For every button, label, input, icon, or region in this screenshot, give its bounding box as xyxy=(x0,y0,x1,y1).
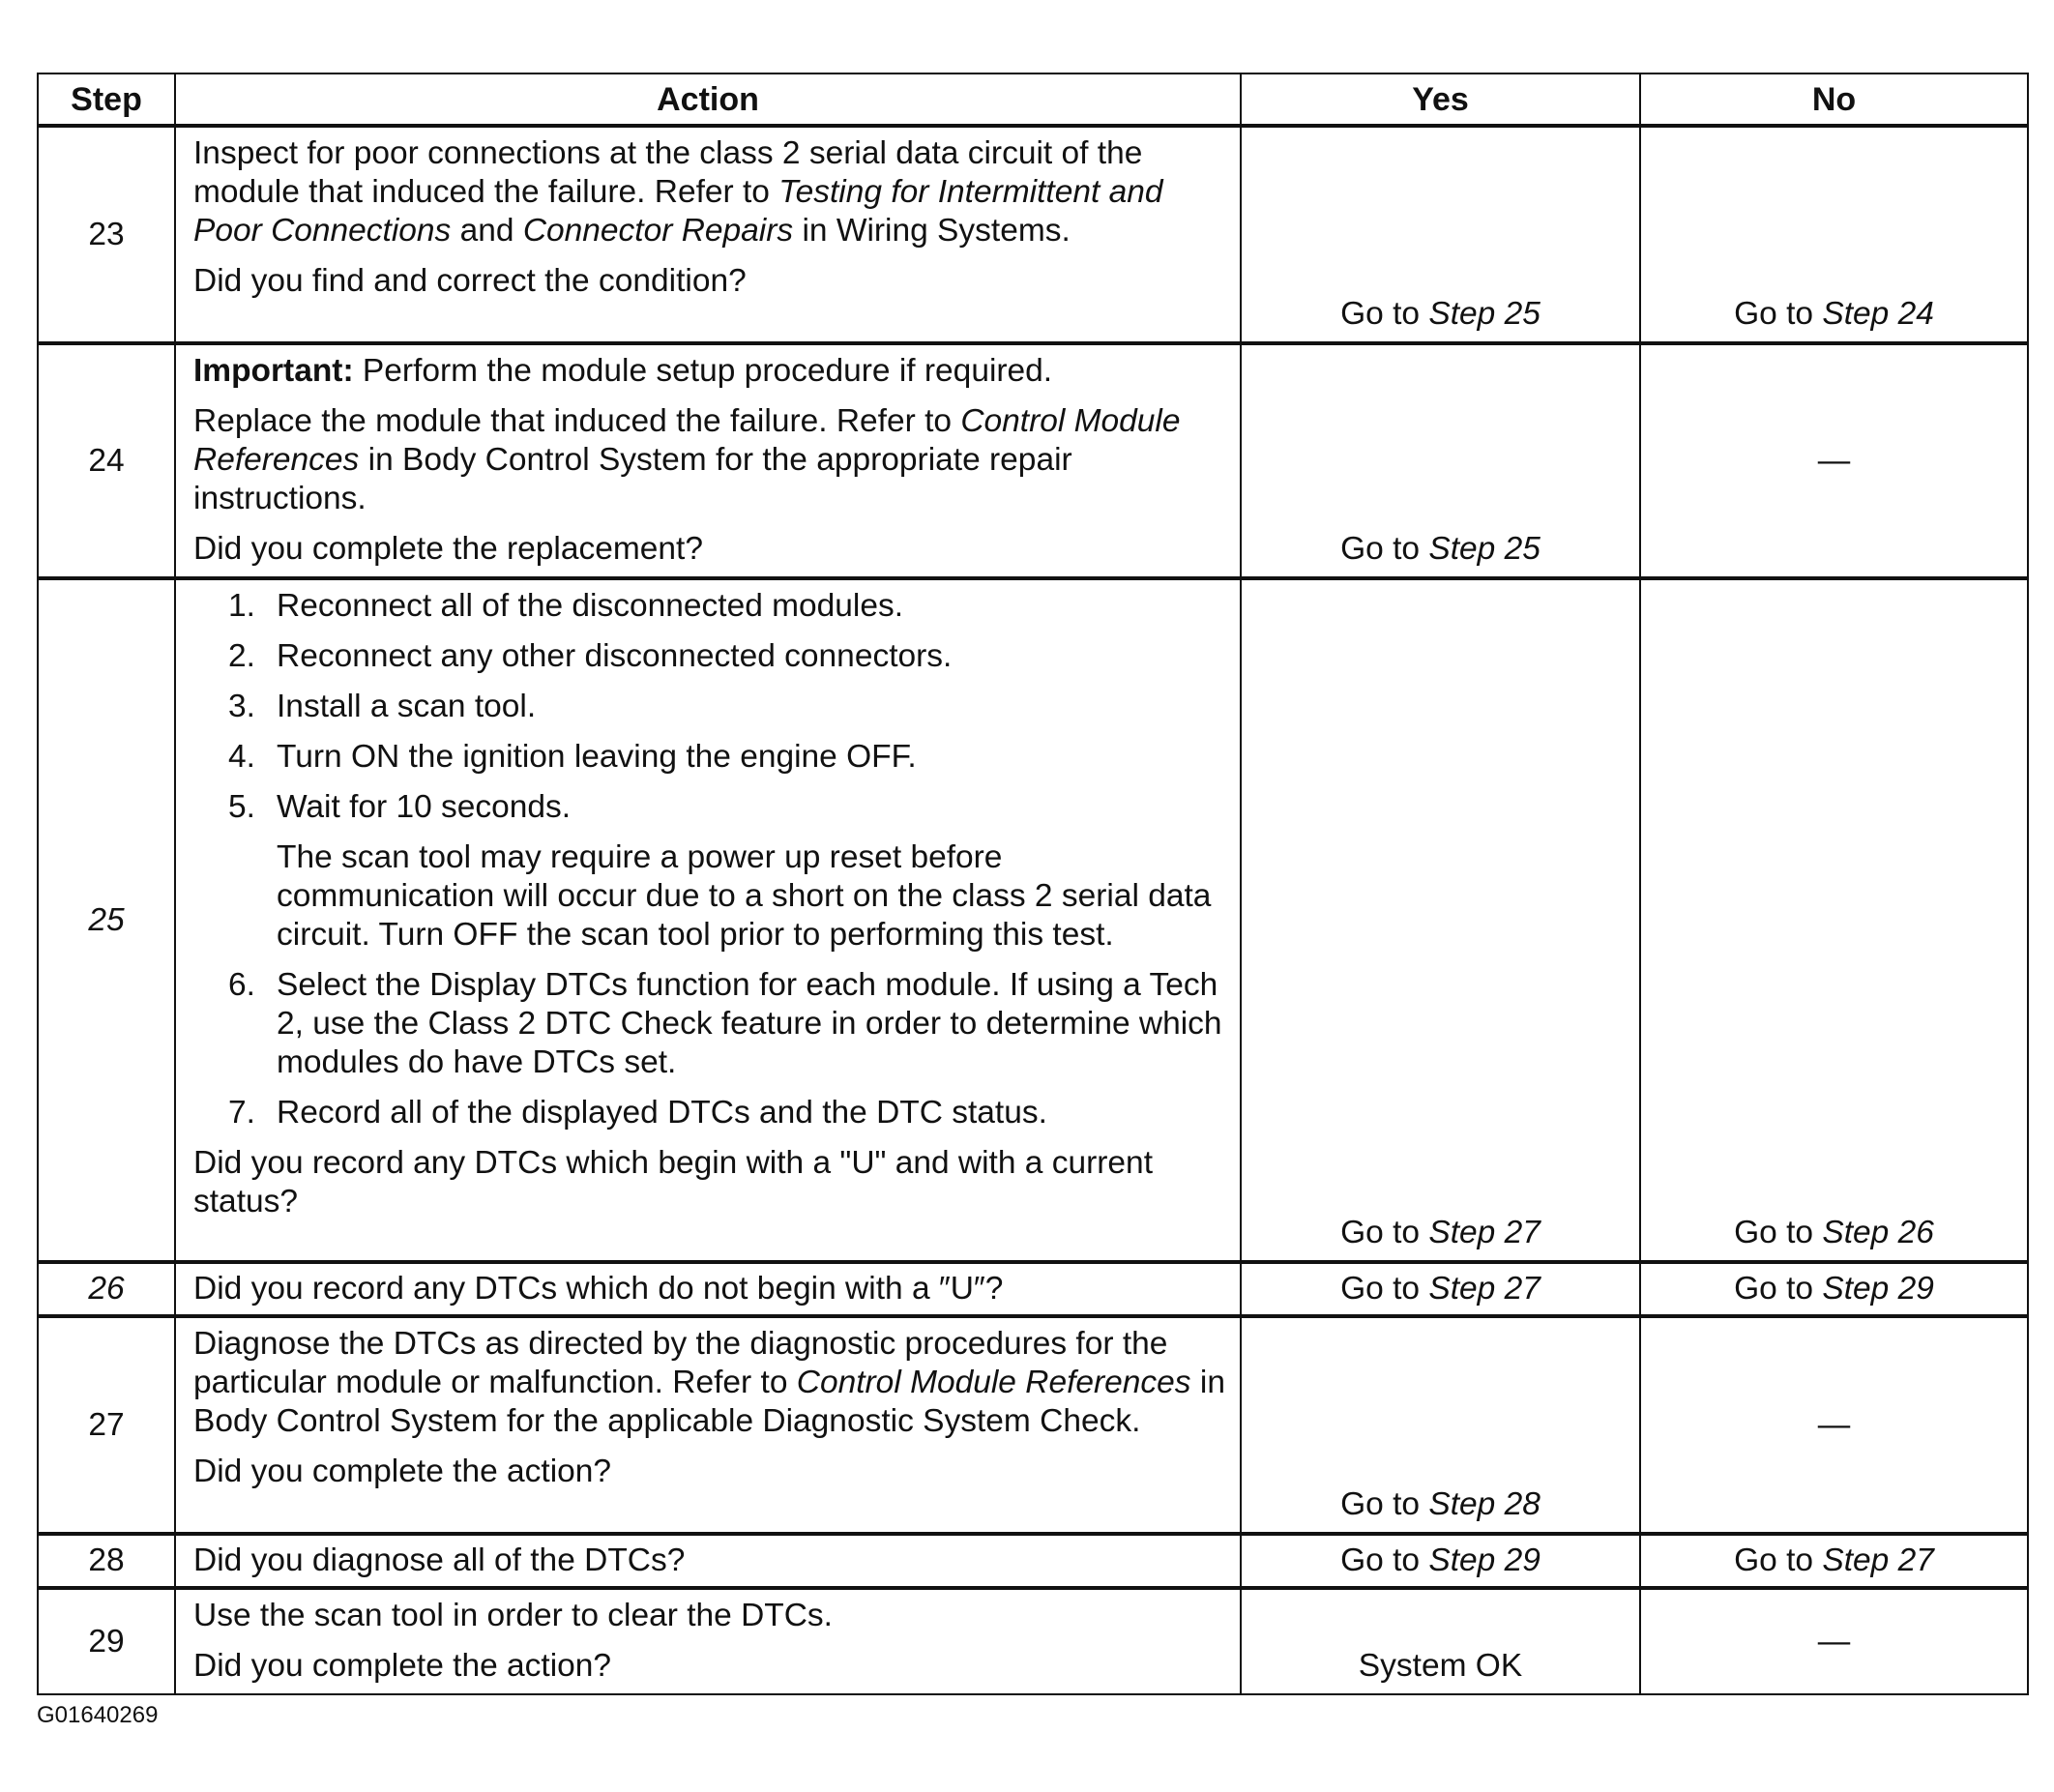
table-row xyxy=(38,1316,2028,1534)
action-cell xyxy=(175,1262,1241,1316)
action-cell xyxy=(175,1588,1241,1694)
action-question: Did you complete the replacement? xyxy=(193,531,703,567)
table-row xyxy=(38,578,2028,1262)
action-cell xyxy=(175,578,1241,1262)
yes-cell: Go to Step 29 xyxy=(1241,1534,1640,1588)
action-text: Use the scan tool in order to clear the DTCs. xyxy=(193,1598,833,1633)
procedure-note: The scan tool may require a power up reset before communication will occur due to a short on the class 2 serial data circuit. Turn OFF the scan tool prior to performing this test. xyxy=(277,839,1212,953)
step-number: 27 xyxy=(38,1316,175,1534)
action-cell xyxy=(175,126,1241,343)
table-row xyxy=(38,1588,2028,1694)
yes-cell: System OK xyxy=(1241,1588,1640,1694)
yes-cell: Go to Step 27 xyxy=(1241,1262,1640,1316)
header-yes: Yes xyxy=(1241,73,1640,126)
list-item: 2. Reconnect any other disconnected connectors. xyxy=(228,638,953,674)
table-row xyxy=(38,1534,2028,1588)
action-question: Did you record any DTCs which do not begin with a ″U″? xyxy=(193,1271,1004,1307)
action-cell xyxy=(175,343,1241,578)
yes-cell: Go to Step 25 xyxy=(1241,343,1640,578)
step-number: 25 xyxy=(38,578,175,1262)
list-item: 4. Turn ON the ignition leaving the engine OFF. xyxy=(228,739,917,775)
table-row xyxy=(38,126,2028,343)
action-question: Did you complete the action? xyxy=(193,1454,612,1489)
list-item: 5. Wait for 10 seconds. xyxy=(228,789,572,825)
list-item: 1. Reconnect all of the disconnected modules. xyxy=(228,588,904,624)
no-cell: Go to Step 29 xyxy=(1640,1262,2028,1316)
list-item: 7. Record all of the displayed DTCs and the DTC status. xyxy=(228,1095,1047,1131)
no-cell: Go to Step 27 xyxy=(1640,1534,2028,1588)
yes-cell: Go to Step 25 xyxy=(1241,126,1640,343)
header-no: No xyxy=(1640,73,2028,126)
reference-link-text: Connector Repairs xyxy=(522,213,794,249)
reference-link-text: Control Module References xyxy=(796,1365,1191,1400)
step-number: 29 xyxy=(38,1588,175,1694)
table-row xyxy=(38,343,2028,578)
table-row xyxy=(38,1262,2028,1316)
reference-link-text: Control Module References xyxy=(193,403,1181,478)
action-question: Did you find and correct the condition? xyxy=(193,263,747,299)
step-number: 28 xyxy=(38,1534,175,1588)
step-number: 26 xyxy=(38,1262,175,1316)
procedure-list xyxy=(193,966,1226,1132)
action-question: Did you complete the action? xyxy=(193,1648,612,1684)
action-text: Diagnose the DTCs as directed by the diagnostic procedures for the particular module or malfunction. Refer to Control Module References in Body Control System for the applicable Diagnostic System Check. xyxy=(193,1326,1225,1439)
list-item: 3. Install a scan tool. xyxy=(228,689,537,724)
step-number: 24 xyxy=(38,343,175,578)
procedure-list xyxy=(193,587,1226,827)
action-text: Inspect for poor connections at the class 2 serial data circuit of the module that induced the failure. Refer to Testing for Intermittent and Poor Connections and Connector Repairs in Wiring Systems. xyxy=(193,135,1163,249)
yes-cell: Go to Step 27 xyxy=(1241,578,1640,1262)
yes-cell: Go to Step 28 xyxy=(1241,1316,1640,1534)
action-question: Did you diagnose all of the DTCs? xyxy=(193,1542,686,1578)
reference-link-text: Testing for Intermittent and Poor Connections xyxy=(193,174,1163,249)
step-number: 23 xyxy=(38,126,175,343)
action-cell xyxy=(175,1316,1241,1534)
diagnostic-table xyxy=(37,73,2029,1695)
header-action: Action xyxy=(175,73,1241,126)
no-cell: — xyxy=(1640,1316,2028,1534)
important-note: Important: Perform the module setup procedure if required. xyxy=(193,353,1053,389)
no-cell: — xyxy=(1640,1588,2028,1694)
list-item: 6. Select the Display DTCs function for each module. If using a Tech 2, use the Class 2 DTC Check feature in order to determine which modules do have DTCs set. xyxy=(228,967,1222,1080)
no-cell: — xyxy=(1640,343,2028,578)
figure-id: G01640269 xyxy=(37,1702,159,1728)
action-cell xyxy=(175,1534,1241,1588)
action-text: Replace the module that induced the failure. Refer to Control Module References in Body Control System for the appropriate repair instructions. xyxy=(193,403,1181,516)
no-cell: Go to Step 26 xyxy=(1640,578,2028,1262)
action-question: Did you record any DTCs which begin with a "U" and with a current status? xyxy=(193,1145,1153,1219)
table-header-row xyxy=(38,73,2028,126)
no-cell: Go to Step 24 xyxy=(1640,126,2028,343)
header-step: Step xyxy=(38,73,175,126)
